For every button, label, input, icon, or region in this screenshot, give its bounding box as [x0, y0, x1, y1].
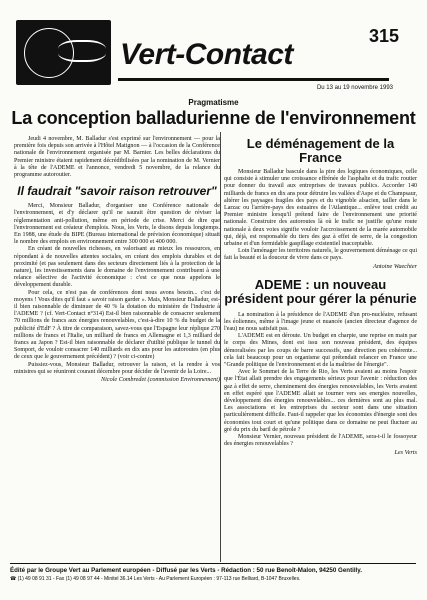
footer	[10, 563, 416, 593]
headline: La conception balladurienne de l'environnement	[11, 108, 416, 128]
left-column	[14, 136, 220, 562]
right-paragraph-3: La nomination à la présidence de l'ADEME d'un pro-nucléaire, refusant les éoliennes, même à l'image jeune et nuancée (ancien directeur d'agence de l'eau) ne nous satisfait pas.	[224, 311, 417, 333]
masthead	[8, 8, 419, 90]
right-title-2: ADEME : un nouveau président pour gérer la pénurie	[224, 276, 417, 306]
right-signature-1: Antoine Waechter	[373, 262, 417, 270]
left-paragraph-4: Puissiez-vous, Monsieur Balladur, retrouver la raison, et la rendre à vos ministres qui se réuniront courant décembre pour décider de l'avenir de la Loire...	[14, 361, 220, 375]
left-paragraph-1: Merci, Monsieur Balladur, d'organiser une Conférence nationale de l'environnement, et d'y déclarer qu'il ne saurait être question de réviser la réglementation anti-pollution, même en période de crise. Merci de dire que l'environnement est créateur d'emplois. Nous, les Verts, le disons depuis longtemps. En 1988, une étude du BIPE (Bureau international de prévision économique) situait le nombre des emplois en environnement entre 300 000 et 400 000.	[14, 203, 220, 246]
left-paragraph-2: En créant de nouvelles richesses, en valorisant au mieux les ressources, en répondant à de nouvelles attentes sociales, en créant des emplois durables et de proximité (et pas seulement dans des secteurs directement liés à la protection de la nature), les investissements dans le domaine de l'environnement contribuent à une relance sélective de l'activité économique : c'est ce que nous appelons le développement durable.	[14, 246, 220, 289]
masthead-rule	[118, 78, 389, 81]
kicker: Pragmatisme	[188, 98, 239, 107]
issue-dates: Du 13 au 19 novembre 1993	[316, 85, 393, 91]
right-paragraph-2: Loin l'aménager les territoires naturels, le gouvernement déménage ce qui fait la beauté et la douceur de vivre dans ce pays.	[224, 248, 417, 262]
right-paragraph-4: L'ADEME est en déroute. Un budget en charpie, une reprise en main par le corps des Mines, dont est issu son nouveau président, des équipes démoralisées par les coups de barre successifs, une direction peu cohérente... cela fait beaucoup pour un organisme qui prétendait relancer en France une "Grande politique de l'environnement et de la maîtrise de l'énergie".	[224, 333, 417, 369]
right-paragraph-6: Monsieur Vernier, nouveau président de l'ADEME, sera-t-il le fossoyeur des énergies renouvelables ?	[224, 434, 417, 448]
right-paragraph-1: Monsieur Balladur bascule dans la pire des logiques économiques, celle qui consiste à stimuler une croissance effrénée de l'asphalte et du trafic routier pour donner du travail aux entreprises de travaux publics. Accorder 140 milliards de francs en dix ans pour détruire les vallées d'Aspe et du Champsaur, altérer les paysages fragiles des pays et du vignoble alsacien, tailler dans le Larzac ou l'arrière-pays des estuaires de l'Atlantique... enlève tout crédit au Premier ministre lorsqu'il prétend faire de l'environnement une priorité nationale. Construire des autoroutes là où le trafic ne justifie qu'une route nationale à deux voies signifie vouloir l'accroissement de la marée automobile qui, déjà, est responsable du tiers des gaz à effet de serre, de la congestion urbaine et d'un formidable gaspillage existentiel inacceptable.	[224, 169, 417, 248]
left-signature: Nicole Combredet (commission Environnement)	[101, 376, 220, 384]
newsletter-title: Vert-Contact	[120, 38, 293, 71]
issue-number: 315	[368, 26, 399, 46]
column-divider	[220, 132, 221, 562]
footer-line-1: Édité par le Groupe Vert au Parlement européen - Diffusé par les Verts - Rédaction : 50 rue Benoît-Malon, 94250 Gentilly.	[10, 567, 362, 574]
left-subtitle: Il faudrait "savoir raison retrouver"	[17, 184, 217, 199]
right-title-1: Le déménagement de la France	[246, 136, 395, 165]
footer-line-2: ☎ (1) 49 08 91 31 - Fax (1) 49 08 97 44 - Minitel 36.14 Les Verts - Au Parlement Européen : 97-113 rue Belliard, B-1047 Bruxelles.	[10, 576, 301, 582]
right-column	[224, 136, 417, 562]
right-signature-2: Les Verts	[394, 448, 417, 456]
green-group-logo	[16, 20, 111, 85]
intro-paragraph: Jeudi 4 novembre, M. Balladur s'est exprimé sur l'environnement — pour la première fois depuis son arrivée à l'Hôtel Matignon — à l'occasion de la Conférence nationale de l'environnement organisée par M. Barnier. Les belles déclarations du Premier ministre étaient rapidement décrédibilisées par la nomination de M. Vernier à la tête de l'ADEME et l'annonce, vendredi 5 novembre, de la relance du programme autoroutier.	[14, 136, 220, 179]
right-paragraph-5: Avec le Sommet de la Terre de Rio, les Verts avaient au moins l'espoir que l'État allait prendre des engagements sérieux pour l'avenir : réduction des gaz à effet de serre, cheminement des énergies renouvelables, les Verts avaient en effet espéré que l'ADEME allait se tourner vers ses energies nouvelles, développement des énergies renouvelables... ces dernières sont au plus mal. Les associations et les entreprises du secteur sont dans une situation particulièrement difficile. Faut-il rappeler que les économies d'énergie sont des économies tout court et qu'une politique dans ce domaine ne peut fluctuer au gré du prix du baril de pétrole ?	[224, 369, 417, 433]
left-paragraph-3: Pour cela, ce n'est pas de conférences dont nous avons besoin... c'est de moyens ! Vous dites qu'il faut « savoir raison garder ». Mais, Monsieur Balladur, est-il bien raisonnable de diminuer de 40 % la dotation du ministère de l'industrie à l'ADEME ? (cf. Vert-Contact n°314) Est-il bien raisonnable de consacrer seulement 70 millions de francs aux énergies renouvelables, c'est-à-dire 10 % du budget de la publicité d'EdF ? À titre de comparaison, savez-vous que l'Espagne leur réplique 270 millions de francs et l'Italie, un milliard de francs en Allemagne et 1,3 milliard de francs au Japon ? Est-il bien raisonnable de déclarer d'utilité publique le tunnel du Somport, de vouloir consacrer 140 milliards en dix ans pour les autoroutes (en plus de ceux que le gouvernement précédent) ? (voir ci-contre)	[14, 289, 220, 361]
logo-wave-icon	[58, 40, 106, 62]
